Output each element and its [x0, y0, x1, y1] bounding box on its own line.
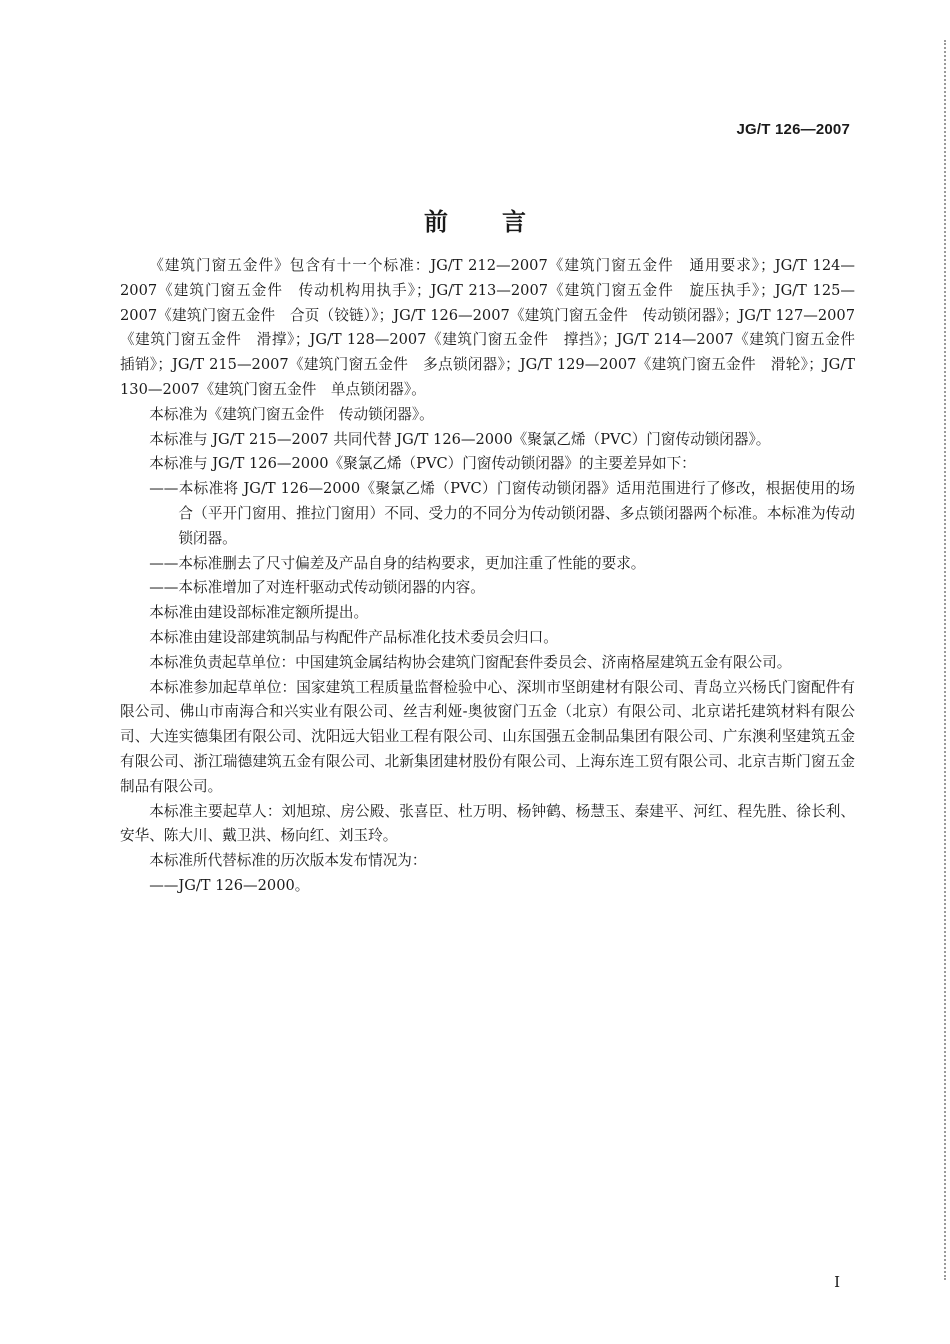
list-item-difference-1: ——本标准将 JG/T 126—2000《聚氯乙烯（PVC）门窗传动锁闭器》适用范围进行了修改，根据使用的场合（平开门窗用、推拉门窗用）不同、受力的不同分为传动锁闭器、多点锁闭器两个标准。本标准为传动锁闭器。: [149, 480, 855, 547]
paragraph-replaces: 本标准与 JG/T 215—2007 共同代替 JG/T 126—2000《聚氯乙烯（PVC）门窗传动锁闭器》。: [149, 430, 771, 448]
page-title: [0, 202, 950, 237]
paragraph-centralized-by: 本标准由建设部建筑制品与构配件产品标准化技术委员会归口。: [149, 628, 558, 646]
paragraph-proposed-by: 本标准由建设部标准定额所提出。: [149, 604, 369, 622]
list-item-difference-3: ——本标准增加了对连杆驱动式传动锁闭器的内容。: [149, 579, 485, 597]
foreword-body: [120, 254, 870, 899]
paragraph-differences-intro: 本标准与 JG/T 126—2000《聚氯乙烯（PVC）门窗传动锁闭器》的主要差异如下：: [149, 455, 696, 473]
paragraph-drafting-unit: 本标准负责起草单位：中国建筑金属结构协会建筑门窗配套件委员会、济南格屋建筑五金有限公司。: [149, 653, 792, 671]
page-number: I: [834, 1273, 840, 1291]
paragraph-previous-editions: 本标准所代替标准的历次版本发布情况为：: [149, 852, 427, 870]
paragraph-standards-list: 《建筑门窗五金件》包含有十一个标准：JG/T 212—2007《建筑门窗五金件 通用要求》；JG/T 124—2007《建筑门窗五金件 传动机构用执手》；JG/T 213—2007《建筑门窗五金件 旋压执手》；JG/T 125—2007《建筑门窗五金件 合页（铰链）》；JG/T 126—2007《建筑门窗五金件 传动锁闭器》；JG/T 127—2007《建筑门窗五金件 滑撑》；JG/T 128—2007《建筑门窗五金件 撑挡》；JG/T 214—2007《建筑门窗五金件 插销》；JG/T 215—2007《建筑门窗五金件 多点锁闭器》；JG/T 129—2007《建筑门窗五金件 滑轮》；JG/T 130—2007《建筑门窗五金件 单点锁闭器》。: [120, 257, 870, 398]
list-item-difference-2: ——本标准删去了尺寸偏差及产品自身的结构要求，更加注重了性能的要求。: [149, 554, 646, 572]
paragraph-participating-units: 本标准参加起草单位：国家建筑工程质量监督检验中心、深圳市坚朗建材有限公司、青岛立兴杨氏门窗配件有限公司、佛山市南海合和兴实业有限公司、丝吉利娅-奥彼窗门五金（北京）有限公司、北京诺托建筑材料有限公司、大连实德集团有限公司、沈阳远大铝业工程有限公司、山东国强五金制品集团有限公司、广东澳利坚建筑五金有限公司、浙江瑞德建筑五金有限公司、北新集团建材股份有限公司、上海东连工贸有限公司、北京吉斯门窗五金制品有限公司。: [120, 678, 855, 795]
standard-code-header: JG/T 126—2007: [736, 121, 850, 138]
list-item-previous-edition: ——JG/T 126—2000。: [149, 876, 310, 894]
paragraph-this-standard: 本标准为《建筑门窗五金件 传动锁闭器》。: [149, 405, 434, 423]
paragraph-main-drafters: 本标准主要起草人：刘旭琼、房公殿、张喜臣、杜万明、杨钟鹤、杨慧玉、秦建平、河红、程先胜、徐长利、安华、陈大川、戴卫洪、杨向红、刘玉玲。: [120, 802, 855, 845]
title-char-1: 前: [424, 208, 448, 236]
title-char-2: 言: [502, 208, 526, 236]
